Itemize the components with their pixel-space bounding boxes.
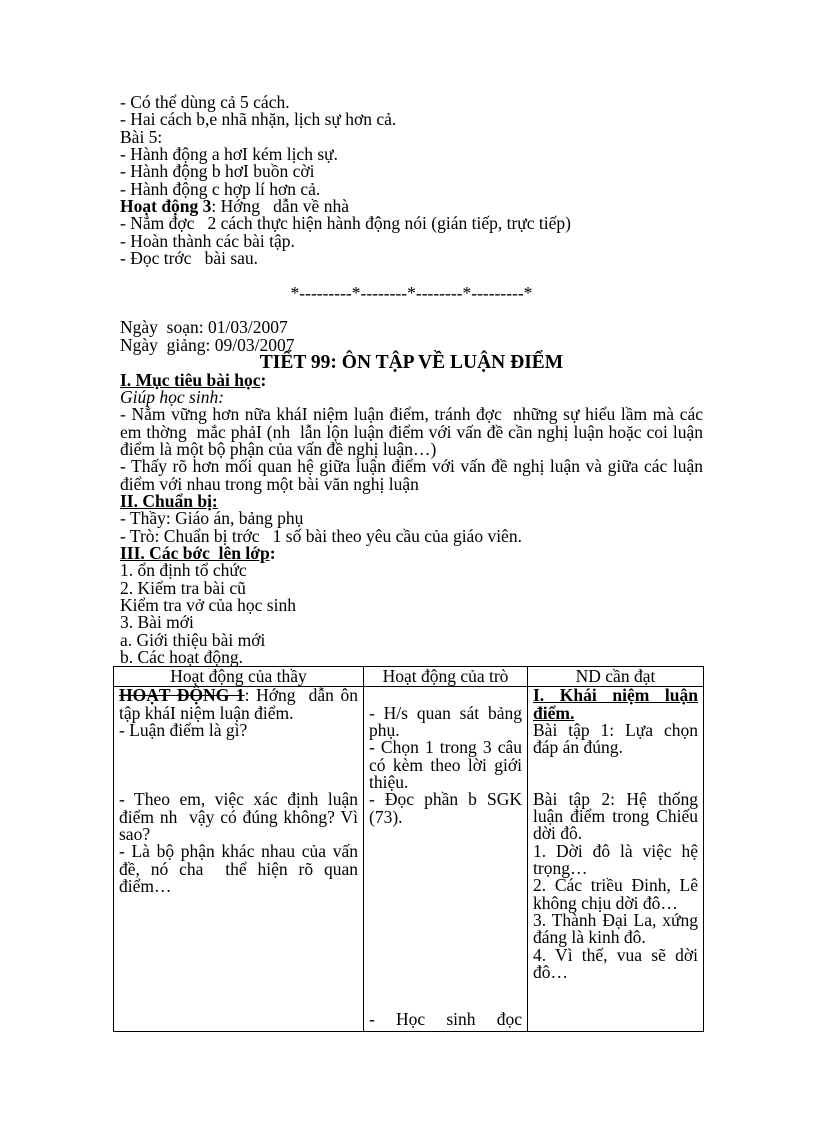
homework-line: - Hoàn thành các bài tập. [120,230,295,251]
content-heading: I. Khái niệm luận điểm. [533,685,698,723]
table-header-row [114,667,704,687]
table-header-teacher: Hoạt động của thầy [114,667,364,687]
section-heading-1-colon: : [260,369,267,390]
section-heading-3-colon: : [269,542,276,563]
content-point: 4. Vì thế, vua sẽ dời đô… [533,944,698,983]
table-header-student: Hoạt động của trò [364,667,528,687]
text-line: - Hành động b hơI buồn cời [120,161,315,182]
student-item: - Đọc phần b SGK (73). [369,789,522,827]
content-task: Bài tập 2: Hệ thống luận điểm trong Chiếu dời đô. [533,788,698,844]
procedure-item: 2. Kiểm tra bài cũ [120,577,246,598]
student-item: - Chọn 1 trong 3 câu có kèm theo lời giới thiệu. [369,737,522,793]
activity1-line [119,687,358,722]
preparation-item: - Thầy: Giáo án, bảng phụ [120,508,304,529]
homework-line: - Nắm đợc 2 cách thực hiện hành động nói (gián tiếp, trực tiếp) [120,213,572,234]
table-body-row [114,687,704,1032]
procedure-item: 3. Bài mới [120,612,194,633]
content-point: 1. Dời đô là việc hệ trọng… [533,840,698,879]
content-point: 2. Các triều Đinh, Lê không chịu dời đô… [533,875,698,913]
text-line: - Hành động c hợp lí hơn cả. [120,178,321,199]
date-prepared: Ngày soạn: 01/03/2007 [120,317,288,338]
teacher-question: - Luận điểm là gì? [119,720,248,741]
table-header-content: ND cần đạt [528,667,704,687]
text-line: - Hai cách b,e nhã nhặn, lịch sự hơn cả. [120,109,397,130]
objective-paragraph: - Thấy rõ hơn mối quan hệ giữa luận điểm với vấn đề nghị luận và giữa các luận điểm với nhau trong một bài văn nghị luận [120,456,703,494]
content-required-cell [528,687,704,1032]
procedure-item: 1. ổn định tổ chức [120,560,247,581]
text-line: - Hành động a hơI kém lịch sự. [120,144,338,165]
teacher-question: - Theo em, việc xác định luận điểm nh vậy có đúng không? Vì sao? [119,789,358,845]
procedure-item: b. Các hoạt động. [120,647,243,667]
section-separator: *---------*--------*--------*---------* [290,282,533,303]
lesson-title: TIẾT 99: ÔN TẬP VỀ LUẬN ĐIỂM [259,352,564,374]
content-point: 3. Thành Đại La, xứng đáng là kinh đô. [533,910,698,948]
lesson-activity-table [113,666,704,1032]
student-activities-cell [364,687,528,1032]
text-line: Bài 5: [120,126,163,147]
teacher-activities-cell [114,687,364,1032]
procedure-item: Kiểm tra vở của học sinh [120,594,296,615]
content-task: Bài tập 1: Lựa chọn đáp án đúng. [533,720,698,758]
student-item-bottom: - Học sinh đọc [369,1009,522,1029]
objective-paragraph: - Nắm vững hơn nữa kháI niệm luận điểm, tránh đợc những sự hiểu lầm mà các em thờng mắc phảI (nh lẫn lộn luận điểm với vấn đề cần nghị luận hoặc coi luận điểm là một bộ phận của vấn đề nghị luận…) [120,404,703,459]
preparation-item: - Trò: Chuẩn bị trớc 1 số bài theo yêu cầu của giáo viên. [120,525,522,546]
activity3-text: : Hớng dẫn về nhà [211,196,349,217]
activity1-text: : Hớng dẫn ôn tập kháI niệm luận điểm. [119,685,358,723]
section-heading-1-text: I. Mục tiêu bài học [120,369,261,390]
activity1-heading: HOẠT ĐỘNG 1 [119,685,245,706]
homework-line: - Đọc trớc bài sau. [120,248,259,269]
date-taught: Ngày giảng: 09/03/2007 [120,334,295,355]
section-intro: Giúp học sinh: [120,386,225,407]
document-content [120,94,703,1032]
activity3-heading: Hoạt động 3 [120,196,212,217]
section-heading-2-text: II. Chuẩn bị: [120,490,218,511]
teacher-answer: - Là bộ phận khác nhau của vấn đề, nó cha thể hiện rõ quan điểm… [119,841,358,897]
procedure-item: a. Giới thiệu bài mới [120,629,266,650]
student-item: - H/s quan sát bảng phụ. [369,702,522,741]
text-line: - Có thể dùng cả 5 cách. [120,92,290,112]
section-heading-3-text: III. Các bớc lên lớp [120,542,270,563]
